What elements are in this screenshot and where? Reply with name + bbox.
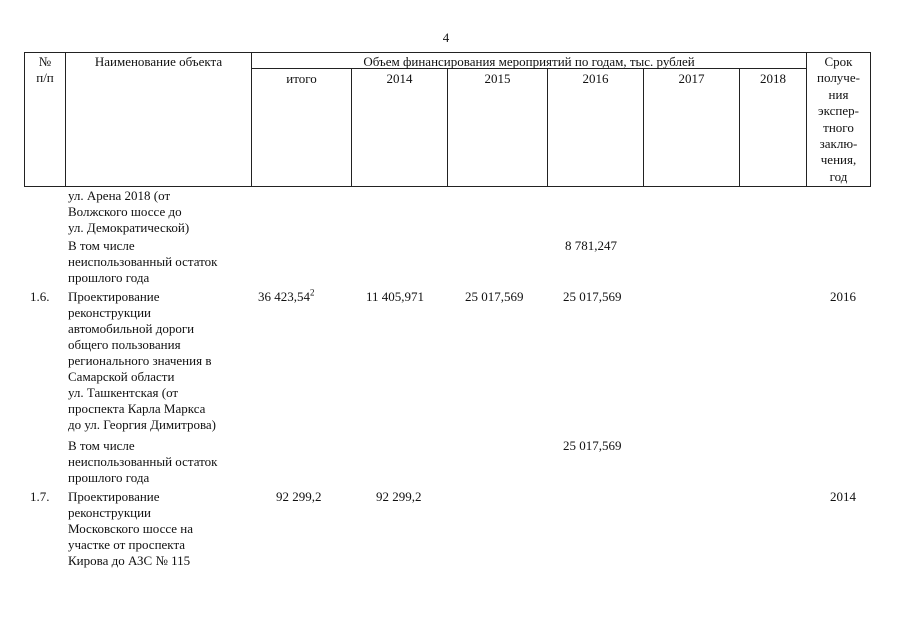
header-year-2014: 2014 [386, 71, 413, 86]
header-year-2016: 2016 [582, 71, 609, 86]
footnote-mark: 2 [310, 287, 315, 298]
name-line: регионального значения в [68, 353, 212, 368]
header-term-line: ния [828, 86, 849, 102]
header-total: итого [286, 71, 317, 86]
name-line: Самарской области [68, 369, 175, 384]
row-4-name [68, 489, 193, 569]
header-num-line-2: п/п [36, 70, 54, 85]
row-1-y2016: 8 781,247 [565, 238, 617, 253]
name-line: участке от проспекта [68, 537, 186, 552]
row-4-term: 2014 [830, 489, 856, 504]
header-term-line: Срок [824, 54, 853, 69]
name-line: Проектирование [68, 289, 160, 304]
name-line: ул. Арена 2018 (от [68, 188, 171, 203]
header-volume: Объем финансирования мероприятий по годам, тыс. рублей [363, 54, 695, 69]
row-0-name [68, 188, 189, 236]
row-2-y2016: 25 017,569 [563, 289, 622, 304]
header-num-line-1: № [38, 54, 52, 69]
name-line: Волжского шоссе до [68, 204, 182, 219]
row-2-name [68, 289, 216, 433]
header-term [807, 54, 870, 185]
name-line: автомобильной дороги [68, 321, 195, 336]
header-term-line: тного [823, 119, 854, 135]
row-2-y2014: 11 405,971 [366, 289, 425, 304]
header-term-line: экспер- [818, 103, 859, 119]
row-3-name [68, 438, 218, 486]
name-line: проспекта Карла Маркса [68, 401, 206, 416]
header-term-line: чения, [820, 152, 857, 168]
name-line: реконструкции [68, 305, 152, 320]
name-line: ул. Демократической) [68, 220, 190, 235]
header-year-2015: 2015 [484, 71, 511, 86]
name-line: неиспользованный остаток [68, 454, 218, 469]
name-line: Московского шоссе на [68, 521, 194, 536]
name-line: до ул. Георгия Димитрова) [68, 417, 217, 432]
name-line: Проектирование [68, 489, 160, 504]
header-term-line: получе- [817, 70, 860, 86]
page-number: 4 [442, 30, 450, 45]
total-value: 36 423,54 [258, 289, 310, 304]
row-2-num: 1.6. [30, 289, 50, 304]
header-year-2017: 2017 [678, 71, 705, 86]
row-2-y2015: 25 017,569 [465, 289, 524, 304]
row-4-total: 92 299,2 [276, 489, 322, 504]
row-4-num: 1.7. [30, 489, 50, 504]
name-line: Кирова до АЗС № 115 [68, 553, 191, 568]
name-line: ул. Ташкентская (от [68, 385, 179, 400]
name-line: В том числе [68, 438, 135, 453]
row-4-y2014: 92 299,2 [376, 489, 422, 504]
header-name: Наименование объекта [94, 54, 223, 69]
name-line: прошлого года [68, 270, 150, 285]
row-3-y2016: 25 017,569 [563, 438, 622, 453]
header-num [25, 54, 65, 86]
name-line: общего пользования [68, 337, 181, 352]
header-term-line: заклю- [819, 136, 858, 152]
row-1-name [68, 238, 218, 286]
header-term-line: год [829, 168, 848, 184]
header-year-2018: 2018 [760, 71, 786, 86]
name-line: неиспользованный остаток [68, 254, 218, 269]
row-2-total [258, 289, 315, 305]
name-line: реконструкции [68, 505, 152, 520]
name-line: прошлого года [68, 470, 150, 485]
name-line: В том числе [68, 238, 135, 253]
row-2-term: 2016 [830, 289, 856, 304]
